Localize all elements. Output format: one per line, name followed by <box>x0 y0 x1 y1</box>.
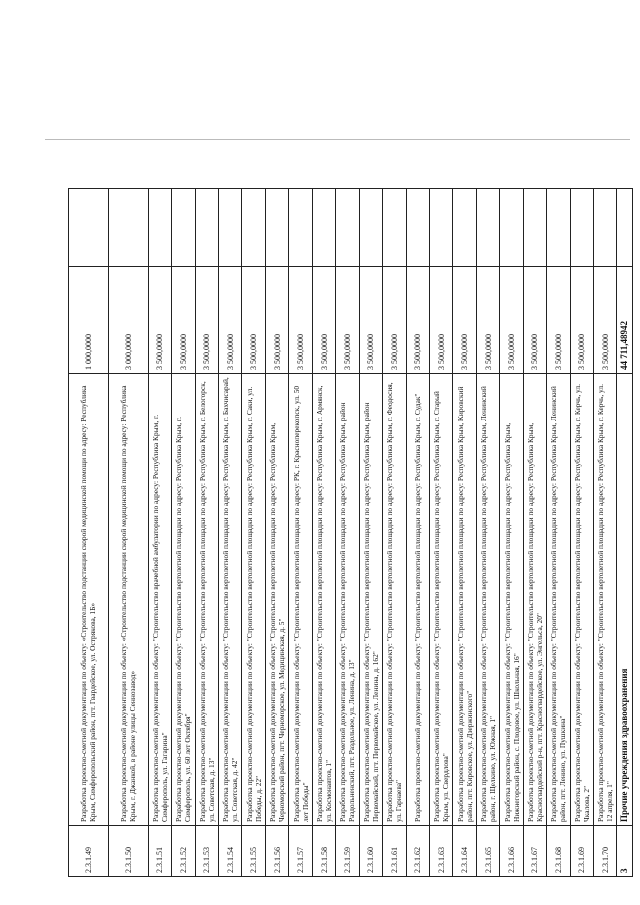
row-empty-cell <box>500 189 523 267</box>
row-amount: 3 500,0000 <box>148 267 171 374</box>
row-description: Разработка проектно-сметной документации по объекту: "Строительство вертолетной площадки по адресу: Республика Крым, район Первомайский, пгт. Первомайское, ул. Ленина, д. 162" <box>359 374 382 826</box>
table-row <box>265 189 288 877</box>
row-number: 2.3.1.50 <box>108 826 148 877</box>
table-body <box>69 189 633 877</box>
row-description: Разработка проектно-сметной документации по объекту: "Строительство вертолетной площадки по адресу: Республика Крым, г. Бахчисарай, ул. Советская, д. 42" <box>219 374 242 826</box>
row-empty-cell <box>108 189 148 267</box>
table-footer-row <box>617 189 633 877</box>
row-description: Разработка проектно-сметной документации по объекту: "Строительство вертолетной площадки по адресу: Республика Крым, г. Старый Крым, ул. Свердлова" <box>429 374 452 826</box>
table-row <box>148 189 171 877</box>
row-empty-cell <box>289 189 312 267</box>
row-description: Разработка проектно-сметной документации по объекту: "Строительство вертолетной площадки по адресу: РК, г. Красноперекопск, ул. 50 лет Победы" <box>289 374 312 826</box>
row-empty-cell <box>359 189 382 267</box>
row-empty-cell <box>594 189 617 267</box>
row-number: 2.3.1.65 <box>476 826 499 877</box>
row-amount: 3 500,0000 <box>336 267 359 374</box>
row-number: 2.3.1.67 <box>523 826 546 877</box>
row-empty-cell <box>219 189 242 267</box>
row-description: Разработка проектно-сметной документации по объекту: "Строительство вертолетной площадки по адресу: Республика Крым, г. Судак" <box>406 374 429 826</box>
table-row <box>219 189 242 877</box>
table-row <box>383 189 406 877</box>
row-description: Разработка проектно-сметной документации по объекту: «Строительство подстанции скорой медицинской помощи по адресу: Республика Крым, г. Джанкой, в районе улицы Сеннозавод» <box>108 374 148 826</box>
row-number: 2.3.1.57 <box>289 826 312 877</box>
row-number: 2.3.1.70 <box>594 826 617 877</box>
row-number: 2.3.1.54 <box>219 826 242 877</box>
row-number: 2.3.1.69 <box>570 826 593 877</box>
row-amount: 3 500,0000 <box>476 267 499 374</box>
row-amount: 3 500,0000 <box>219 267 242 374</box>
row-empty-cell <box>476 189 499 267</box>
row-amount: 3 000,0000 <box>108 267 148 374</box>
row-empty-cell <box>383 189 406 267</box>
row-description: Разработка проектно-сметной документации по объекту: "Строительство вертолетной площадки по адресу: Республика Крым, Ленинский район, пгт. Ленино, ул. Пушкина" <box>547 374 570 826</box>
row-amount: 3 500,0000 <box>312 267 335 374</box>
row-description: Разработка проектно-сметной документации по объекту: "Строительство вертолетной площадки по адресу: Республика Крым, г. Феодосия, ул. Гарнаева" <box>383 374 406 826</box>
table-row <box>547 189 570 877</box>
row-empty-cell <box>570 189 593 267</box>
footer-empty-cell <box>617 189 633 267</box>
footer-label: Прочие учреждения здравоохранения <box>617 374 633 826</box>
row-amount: 3 500,0000 <box>594 267 617 374</box>
row-amount: 3 500,0000 <box>523 267 546 374</box>
table-row <box>523 189 546 877</box>
row-number: 2.3.1.68 <box>547 826 570 877</box>
row-description: Разработка проектно-сметной документации по объекту: "Строительство вертолетной площадки по адресу: Республика Крым, Кировский район, пгт. Кировское, ул. Дзержинского" <box>453 374 476 826</box>
rotated-table-container <box>68 217 633 877</box>
row-empty-cell <box>453 189 476 267</box>
row-number: 2.3.1.51 <box>148 826 171 877</box>
table-row <box>242 189 265 877</box>
row-description: Разработка проектно-сметной документации по объекту: "Строительство вертолетной площадки по адресу: Республика Крым, Нижнегорский район, с. Плодовое, ул. Школьная, 16" <box>500 374 523 826</box>
row-description: Разработка проектно-сметной документации по объекту: "Строительство вертолетной площадки по адресу: Республика Крым, г. Белогорск, ул. Советская, д. 13" <box>195 374 218 826</box>
table-row <box>312 189 335 877</box>
row-amount: 3 500,0000 <box>242 267 265 374</box>
row-empty-cell <box>172 189 195 267</box>
row-amount: 3 500,0000 <box>406 267 429 374</box>
row-description: Разработка проектно-сметной документации по объекту: "Строительство вертолетной площадки по адресу: Республика Крым, г. Керчь, ул. 12 апреля, 1" <box>594 374 617 826</box>
row-amount: 3 500,0000 <box>289 267 312 374</box>
row-amount: 3 500,0000 <box>265 267 288 374</box>
row-number: 2.3.1.64 <box>453 826 476 877</box>
row-amount: 3 500,0000 <box>359 267 382 374</box>
row-amount: 3 500,0000 <box>195 267 218 374</box>
row-description: Разработка проектно-сметной документации по объекту: «Строительство подстанции скорой медицинской помощи по адресу: Республика Крым, Симферопольский район, пгт. Гвардейское, ул. Острякова, 1Б» <box>69 374 109 826</box>
row-amount: 3 500,0000 <box>453 267 476 374</box>
row-description: Разработка проектно-сметной документации по объекту: "Строительство вертолетной площадки по адресу: Республика Крым, г. Симферополь, ул. 60 лет Октября" <box>172 374 195 826</box>
table-row <box>172 189 195 877</box>
table-row <box>594 189 617 877</box>
table-row <box>406 189 429 877</box>
row-amount: 3 500,0000 <box>429 267 452 374</box>
row-number: 2.3.1.61 <box>383 826 406 877</box>
footer-amount: 44 711,48942 <box>617 267 633 374</box>
table-row <box>429 189 452 877</box>
row-empty-cell <box>312 189 335 267</box>
row-empty-cell <box>336 189 359 267</box>
row-description: Разработка проектно-сметной документации по объекту: "Строительство вертолетной площадки по адресу: Республика Крым, Красногвардейский р-н, пгт. Красногвардейское, ул. Энгельса, 20" <box>523 374 546 826</box>
row-number: 2.3.1.53 <box>195 826 218 877</box>
row-number: 2.3.1.52 <box>172 826 195 877</box>
row-amount: 3 500,0000 <box>547 267 570 374</box>
row-empty-cell <box>406 189 429 267</box>
row-empty-cell <box>523 189 546 267</box>
row-number: 2.3.1.66 <box>500 826 523 877</box>
table-row <box>289 189 312 877</box>
row-description: Разработка проектно-сметной документации по объекту: "Строительство вертолетной площадки по адресу: Республика Крым, г. Саки, ул. Победы, д. 22" <box>242 374 265 826</box>
row-empty-cell <box>148 189 171 267</box>
table-row <box>359 189 382 877</box>
row-amount: 3 500,0000 <box>570 267 593 374</box>
table-row <box>570 189 593 877</box>
row-number: 2.3.1.62 <box>406 826 429 877</box>
table-row <box>195 189 218 877</box>
row-empty-cell <box>69 189 109 267</box>
table-row <box>500 189 523 877</box>
row-amount: 3 500,0000 <box>500 267 523 374</box>
table-row <box>476 189 499 877</box>
row-empty-cell <box>195 189 218 267</box>
row-amount: 3 500,0000 <box>383 267 406 374</box>
row-description: Разработка проектно-сметной документации по объекту: "Строительство вертолетной площадки по адресу: Республика Крым, г. Керчь, ул. Чкалова, 2" <box>570 374 593 826</box>
row-description: Разработка проектно-сметной документации по объекту: "Строительство вертолетной площадки по адресу: Республика Крым, район Раздольненский, пгт. Раздольное, ул. Ленина, д. 13" <box>336 374 359 826</box>
row-empty-cell <box>242 189 265 267</box>
row-number: 2.3.1.59 <box>336 826 359 877</box>
row-number: 2.3.1.63 <box>429 826 452 877</box>
row-number: 2.3.1.56 <box>265 826 288 877</box>
row-amount: 3 500,0000 <box>172 267 195 374</box>
row-description: Разработка проектно-сметной документации по объекту: "Строительство вертолетной площадки по адресу: Республика Крым, Черноморский район, пгт. Черноморское, ул. Медицинская, д. 5" <box>265 374 288 826</box>
row-number: 2.3.1.55 <box>242 826 265 877</box>
row-number: 2.3.1.58 <box>312 826 335 877</box>
table-row <box>69 189 109 877</box>
row-description: Разработка проектно-сметной документации по объекту: "Строительство врачебной амбулатории по адресу: Республика Крым, г. Симферополь, ул. Гагарина" <box>148 374 171 826</box>
row-empty-cell <box>429 189 452 267</box>
row-empty-cell <box>265 189 288 267</box>
table-row <box>453 189 476 877</box>
footer-number: 3 <box>617 826 633 877</box>
row-number: 2.3.1.49 <box>69 826 109 877</box>
row-number: 2.3.1.60 <box>359 826 382 877</box>
row-amount: 1 000,0000 <box>69 267 109 374</box>
budget-table <box>68 188 633 877</box>
row-description: Разработка проектно-сметной документации по объекту: "Строительство вертолетной площадки по адресу: Республика Крым, г. Армянск, ул. Космонавтов, 1" <box>312 374 335 826</box>
row-empty-cell <box>547 189 570 267</box>
table-row <box>108 189 148 877</box>
table-row <box>336 189 359 877</box>
row-description: Разработка проектно-сметной документации по объекту: "Строительство вертолетной площадки по адресу: Республика Крым, Ленинский район, г. Щелкино, ул. Южная, 1" <box>476 374 499 826</box>
